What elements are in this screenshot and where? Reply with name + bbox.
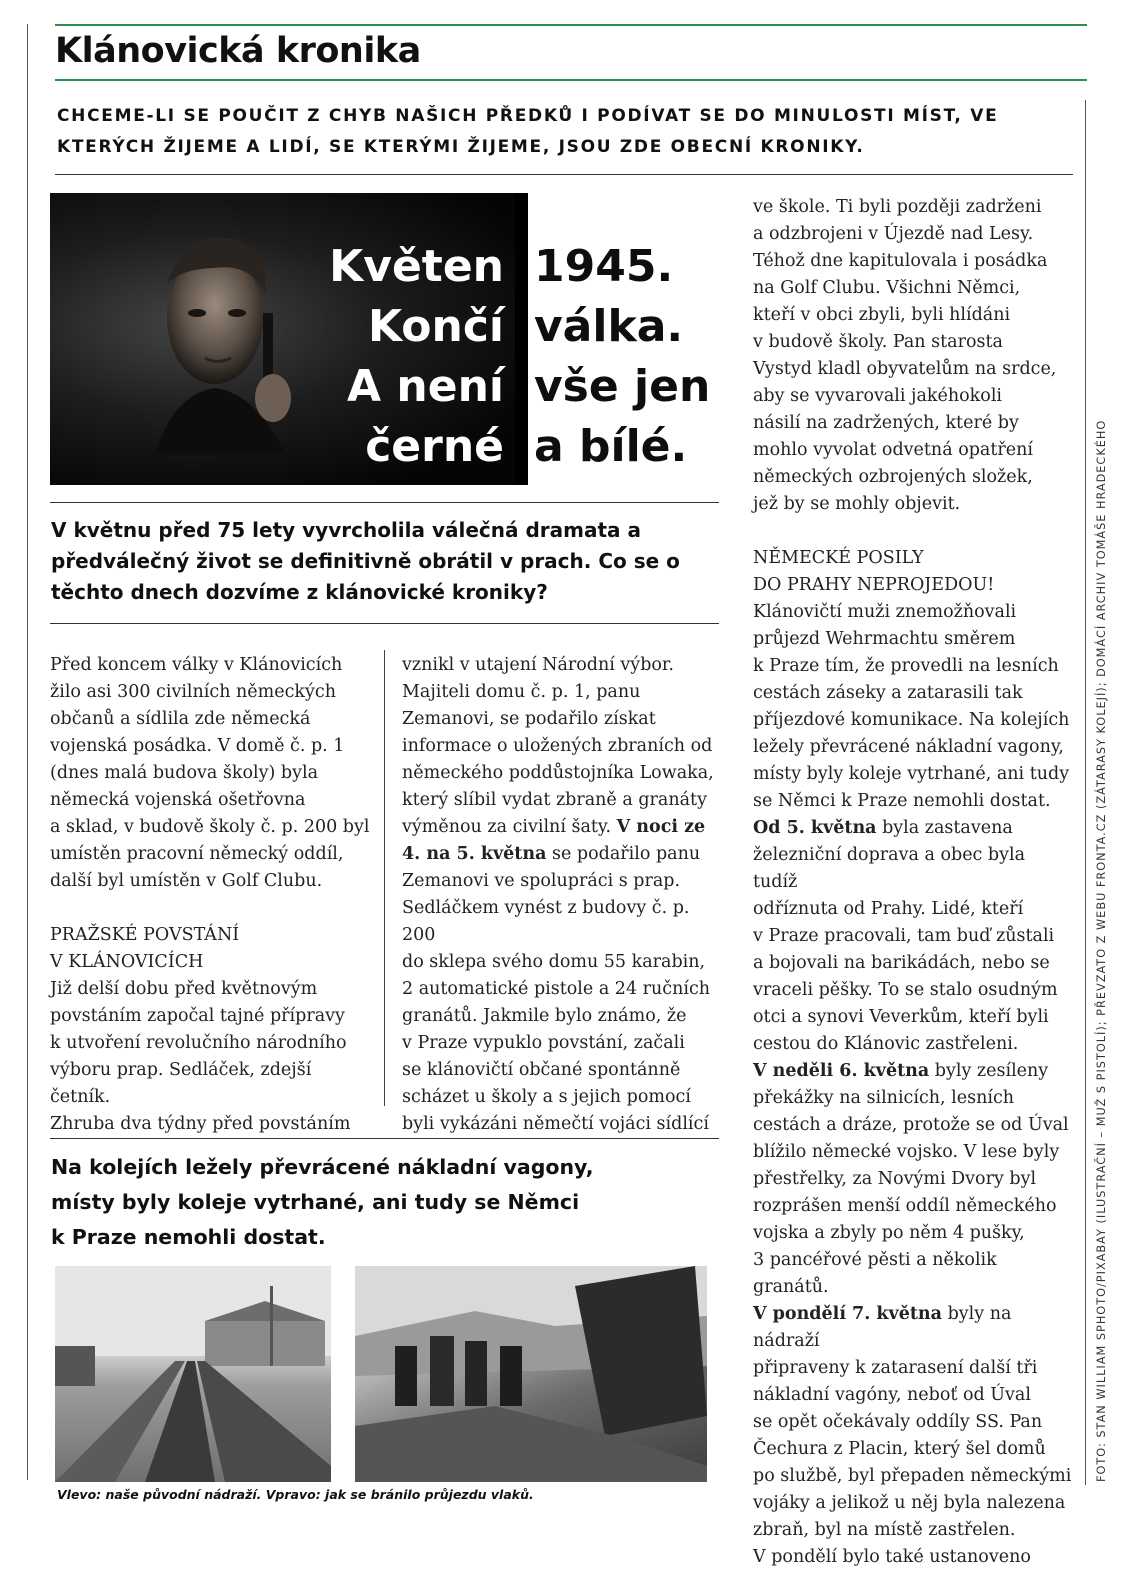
article-column-3 — [753, 194, 1073, 1571]
page-left-border — [27, 24, 28, 1480]
column-right-border — [1085, 100, 1086, 1485]
article-column-1 — [50, 652, 370, 1138]
section-heading: NĚMECKÉ POSILY DO PRAHY NEPROJEDOU! — [753, 548, 995, 595]
section-title: Klánovická kronika — [55, 31, 421, 71]
railway-tracks-image — [55, 1266, 331, 1482]
railway-barricade-photo — [355, 1266, 707, 1482]
headline-right-line: vše jen — [534, 361, 711, 412]
overturned-wagons-image — [355, 1266, 707, 1482]
text-run: byly na nádraží připraveny k zatarasení další tři nákladní vagóny, neboť od Úval se opět očekávaly oddíly SS. Pan Čechura z Placin, který šel domů po službě, byl přepaden německými vojáky a jelikož u něj byla nalezena zbraň, byl na místě zastřelen. V pondělí bylo také ustanoveno — [753, 1304, 1072, 1567]
bold-date: V neděli 6. května — [753, 1061, 930, 1081]
header-top-rule — [55, 24, 1087, 26]
pull-quote-rule — [50, 1138, 719, 1139]
lead-text: CHCEME-LI SE POUČIT Z CHYB NAŠICH PŘEDKŮ I PODÍVAT SE DO MINULOSTI MÍST, VE KTERÝCH ŽIJEME A LIDÍ, SE KTERÝMI ŽIJEME, JSOU ZDE OBECNÍ KRONIKY. — [57, 106, 999, 157]
section-heading: PRAŽSKÉ POVSTÁNÍ V KLÁNOVICÍCH — [50, 925, 240, 972]
headline-left-line: Končí — [367, 301, 504, 352]
hero-photo — [50, 193, 528, 485]
text-run: se podařilo panu Zemanovi ve spolupráci s prap. Sedláčkem vynést z budovy č. p. 200 do sklepa svého domu 55 karabin, 2 automatické pistole a 24 ručních granátů. Jakmile bylo známo, že v Praze vypuklo povstání, začali se klánovičtí občané spontánně scházet u školy a s jejich pomocí byli vykázáni němečtí vojáci sídlící — [402, 844, 711, 1134]
pull-quote: Na kolejích ležely převrácené nákladní vagony, místy byly koleje vytrhané, ani tudy se Němci k Praze nemohli dostat. — [51, 1155, 594, 1249]
subheading: V květnu před 75 lety vyvrcholila válečná dramata a předválečný život se definitivně obrátil v prach. Co se o těchto dnech dozvíme z klánovické kroniky? — [51, 518, 680, 604]
headline-right-line: válka. — [534, 301, 684, 352]
bold-date: V pondělí 7. května — [753, 1304, 942, 1324]
subheading-bottom-rule — [50, 623, 719, 624]
lead-bottom-rule — [55, 174, 1073, 175]
railway-station-photo — [55, 1266, 331, 1482]
paragraph: Před koncem války v Klánovicích žilo asi 300 civilních německých občanů a sídlila zde německá vojenská posádka. V domě č. p. 1 (dnes malá budova školy) byla německá vojenská ošetřovna a sklad, v budově školy č. p. 200 byl umístěn pracovní německý oddíl, další byl umístěn v Golf Clubu. — [50, 655, 370, 891]
headline-right-line: a bílé. — [534, 421, 688, 472]
headline-left-line: A není — [347, 361, 504, 412]
bold-date: V noci ze 4. na 5. května — [402, 817, 706, 864]
headline-right-part — [534, 237, 710, 477]
text-run: byla zastavena železniční doprava a obec byla tudíž odříznuta od Prahy. Lidé, kteří v Praze pracovali, tam buď zůstali a bojovali na barikádách, nebo se vraceli pěšky. To se stalo osudným otci a synovi Veverkům, kteří byli cestou do Klánovic zastřeleni. — [753, 818, 1058, 1054]
paragraph: ve škole. Ti byli později zadrženi a odzbrojeni v Újezdě nad Lesy. Téhož dne kapitulovala i posádka na Golf Clubu. Všichni Němci, kteří v obci zbyli, byli hlídáni v budově školy. Pan starosta Vystyd kladl obyvatelům na srdce, aby se vyvarovali jakéhokoli násilí na zadržených, které by mohlo vyvolat odvetná opatření německých ozbrojených složek, jež by se mohly objevit. — [753, 197, 1057, 514]
text-run: byly zesíleny překážky na silnicích, lesních cestách a dráze, protože se od Úval blížilo německé vojsko. V lese byly přestřelky, za Novými Dvory byl rozprášen menší oddíl německého vojska a zbyly po něm 4 pušky, 3 pancéřové pěsti a několik granátů. — [753, 1061, 1069, 1297]
headline-right-line: 1945. — [534, 241, 674, 292]
text-run: vznikl v utajení Národní výbor. Majiteli domu č. p. 1, panu Zemanovi, se podařilo získat informace o uložených zbraních od německého poddůstojníka Lowaka, který slíbil vydat zbraně a granáty výměnou za civilní šaty. — [402, 655, 714, 837]
bold-date: Od 5. května — [753, 818, 877, 838]
headline-left-part — [329, 237, 504, 477]
column-divider — [384, 650, 385, 1106]
hero-dark-strip — [515, 193, 528, 485]
man-with-pistol-image — [145, 223, 295, 453]
photo-credit: FOTO: STAN WILLIAM SPHOTO/PIXABAY (ILUSTRAČNÍ – MUŽ S PISTOLÍ); PŘEVZATO Z WEBU FRONTA.CZ (ZÁTARASY KOLEJÍ); DOMÁCÍ ARCHIV TOMÁŠE HRADECKÉHO — [1095, 419, 1108, 1482]
paragraph: Již delší dobu před květnovým povstáním započal tajné přípravy k utvoření revolučního národního výboru prap. Sedláček, zdejší četník. Zhruba dva týdny před povstáním — [50, 979, 351, 1134]
subheading-top-rule — [50, 502, 719, 503]
text-run: Klánovičtí muži znemožňovali průjezd Wehrmachtu směrem k Praze tím, že provedli na lesních cestách záseky a zatarasili tak příjezdové komunikace. Na kolejích ležely převrácené nákladní vagony, místy byly koleje vytrhané, ani tudy se Němci k Praze nemohli dostat. — [753, 602, 1070, 811]
article-column-2 — [402, 652, 722, 1138]
photo-caption: Vlevo: naše původní nádraží. Vpravo: jak se bránilo průjezdu vlaků. — [57, 1487, 534, 1502]
headline-left-line: černé — [365, 421, 504, 472]
headline-left-line: Květen — [329, 241, 504, 292]
header-bottom-rule — [55, 79, 1087, 81]
